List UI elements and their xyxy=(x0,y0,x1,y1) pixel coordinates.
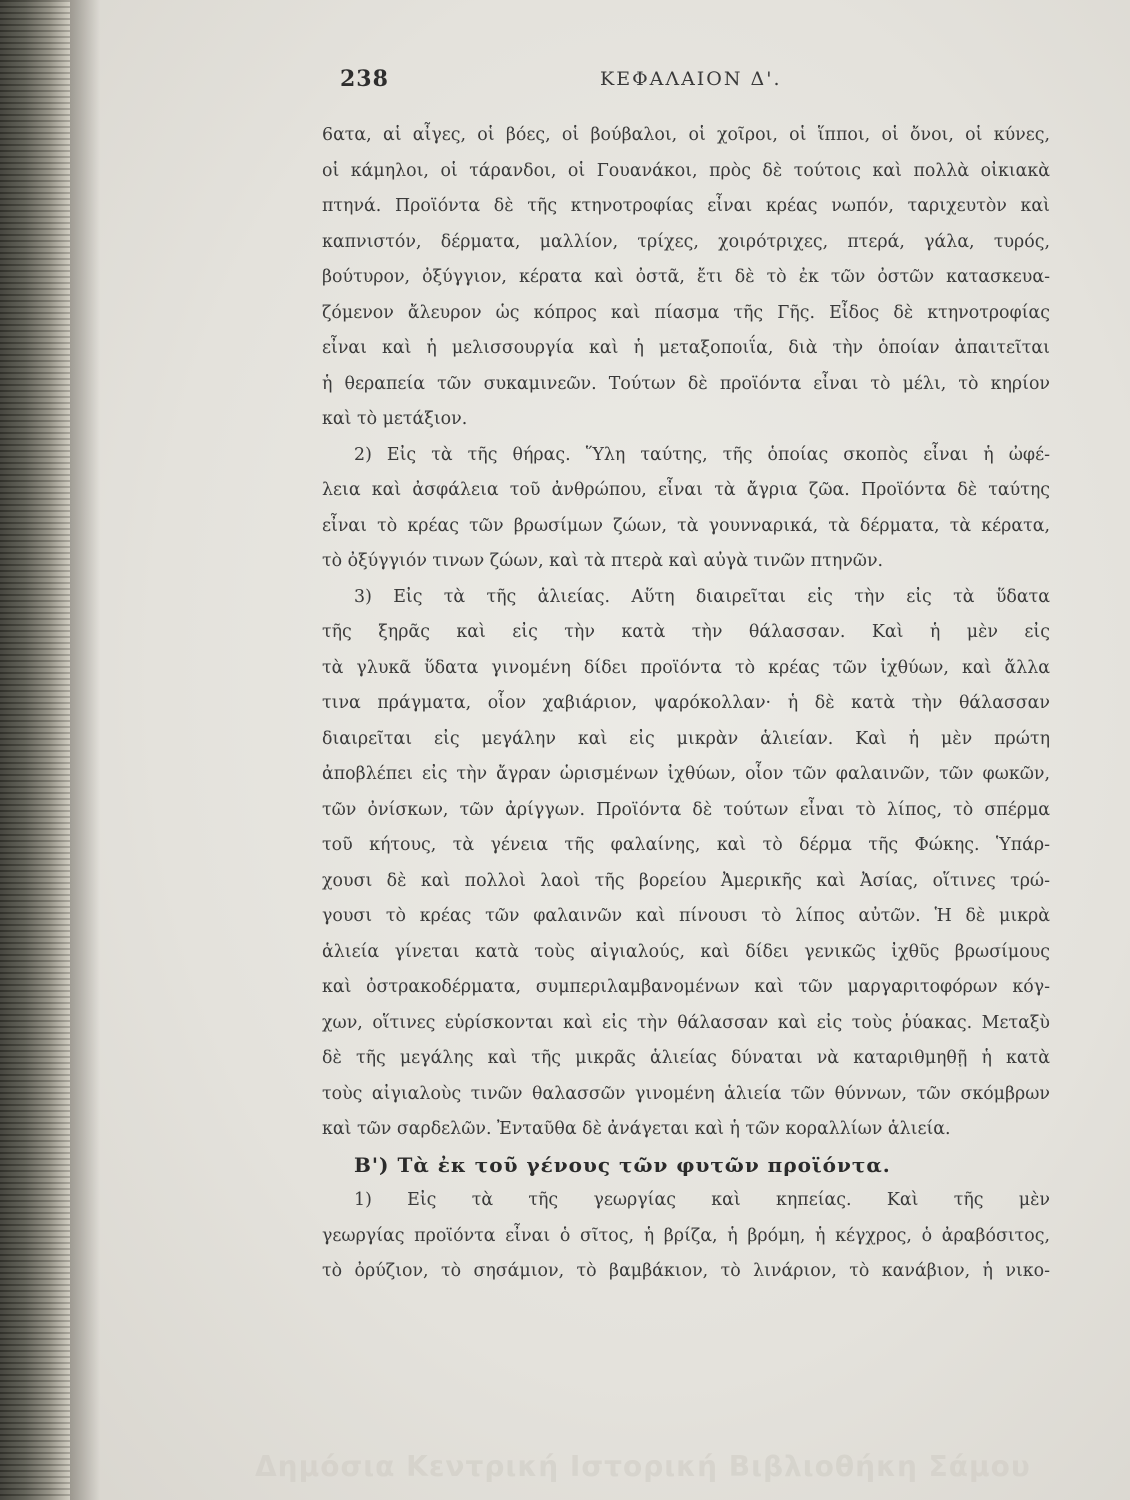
section-line-3: 3) Εἰς τὰ τῆς ἁλιείας. Αὕτη διαιρεῖται εἰς τὴν εἰς τὰ ὕδατα xyxy=(354,586,1050,607)
text-line: πτηνά. Προϊόντα δὲ τῆς κτηνοτροφίας εἶναι κρέας νωπόν, ταριχευτὸν καὶ xyxy=(322,196,1050,216)
text-line: τὸ ὀξύγγιόν τινων ζώων, καὶ τὰ πτερὰ καὶ αὐγὰ τινῶν πτηνῶν. xyxy=(322,551,884,571)
text-line: βούτυρον, ὀξύγγιον, κέρατα καὶ ὀστᾶ, ἔτι δὲ τὸ ἐκ τῶν ὀστῶν κατασκευα- xyxy=(322,267,1050,287)
text-line: χων, οἵτινες εὑρίσκονται καὶ εἰς τὴν θάλασσαν καὶ εἰς τοὺς ῥύακας. Μεταξὺ xyxy=(322,1012,1050,1033)
text-line: ζόμενον ἄλευρον ὡς κόπρος καὶ πίασμα τῆς Γῆς. Εἶδος δὲ κτηνοτροφίας xyxy=(322,302,1050,323)
text-line: τὰ γλυκᾶ ὕδατα γινομένη δίδει προϊόντα τὸ κρέας τῶν ἰχθύων, καὶ ἄλλα xyxy=(322,657,1050,678)
library-watermark: Δημόσια Κεντρική Ιστορική Βιβλιοθήκη Σάμου xyxy=(255,1450,1031,1483)
text-line: τῆς ξηρᾶς καὶ εἰς τὴν κατὰ τὴν θάλασσαν. Καὶ ἡ μὲν εἰς xyxy=(322,622,1050,642)
text-line: 6ατα, αἱ αἶγες, οἱ βόες, οἱ βούβαλοι, οἱ χοῖροι, οἱ ἵπποι, οἱ ὄνοι, οἱ κύνες, xyxy=(322,125,1050,145)
text-line: καπνιστόν, δέρματα, μαλλίον, τρίχες, χοιρότριχες, πτερά, γάλα, τυρός, xyxy=(322,231,1050,252)
text-line: εἶναι τὸ κρέας τῶν βρωσίμων ζώων, τὰ γουνναρικά, τὰ δέρματα, τὰ κέρατα, xyxy=(322,515,1050,536)
page-number: 238 xyxy=(340,66,389,92)
text-line: εἶναι καὶ ἡ μελισσουργία καὶ ἡ μεταξοποιΐα, διὰ τὴν ὁποίαν ἀπαιτεῖται xyxy=(322,338,1050,358)
section-line-2: 2) Εἰς τὰ τῆς θήρας. Ὕλη ταύτης, τῆς ὁποίας σκοπὸς εἶναι ἡ ὠφέ- xyxy=(354,444,1050,465)
body-text xyxy=(322,118,1050,1290)
section-line-1: 1) Εἰς τὰ τῆς γεωργίας καὶ κηπείας. Καὶ τῆς μὲν xyxy=(354,1190,1050,1210)
text-line: ἀποβλέπει εἰς τὴν ἄγραν ὡρισμένων ἰχθύων, οἷον τῶν φαλαινῶν, τῶν φωκῶν, xyxy=(322,764,1050,784)
text-line: δὲ τῆς μεγάλης καὶ τῆς μικρᾶς ἁλιείας δύναται νὰ καταριθμηθῇ ἡ κατὰ xyxy=(322,1048,1050,1068)
text-line: χουσι δὲ καὶ πολλοὶ λαοὶ τῆς βορείου Ἀμερικῆς καὶ Ἀσίας, οἵτινες τρώ- xyxy=(322,870,1050,891)
text-line: καὶ τῶν σαρδελῶν. Ἐνταῦθα δὲ ἀνάγεται καὶ ἡ τῶν κοραλλίων ἁλιεία. xyxy=(322,1119,951,1139)
text-line: τινα πράγματα, οἷον χαβιάριον, ψαρόκολλαν· ἡ δὲ κατὰ τὴν θάλασσαν xyxy=(322,693,1050,713)
text-line: τοὺς αἰγιαλοὺς τινῶν θαλασσῶν γινομένη ἁλιεία τῶν θύννων, τῶν σκόμβρων xyxy=(322,1083,1050,1104)
text-line: οἱ κάμηλοι, οἱ τάρανδοι, οἱ Γουανάκοι, πρὸς δὲ τούτοις καὶ πολλὰ οἰκιακὰ xyxy=(322,160,1050,181)
text-line: καὶ ὀστρακοδέρματα, συμπεριλαμβανομένων καὶ τῶν μαργαριτοφόρων κόγ- xyxy=(322,977,1050,997)
page-header xyxy=(340,66,1040,106)
text-line: τὸ ὀρύζιον, τὸ σησάμιον, τὸ βαμβάκιον, τὸ λινάριον, τὸ κανάβιον, ἡ νικο- xyxy=(322,1261,1050,1281)
text-line: τοῦ κήτους, τὰ γένεια τῆς φαλαίνης, καὶ τὸ δέρμα τῆς Φώκης. Ὑπάρ- xyxy=(322,835,1050,855)
book-binding-edge xyxy=(0,0,70,1500)
text-line: καὶ τὸ μετάξιον. xyxy=(322,409,468,429)
running-head: ΚΕΦΑΛΑΙΟΝ Δ'. xyxy=(600,68,782,90)
text-line: γεωργίας προϊόντα εἶναι ὁ σῖτος, ἡ βρίζα, ἡ βρόμη, ἡ κέγχρος, ὁ ἀραβόσιτος, xyxy=(322,1225,1050,1246)
section-heading-b: Β') Τὰ ἐκ τοῦ γένους τῶν φυτῶν προϊόντα. xyxy=(354,1152,891,1177)
text-line: τῶν ὀνίσκων, τῶν ἀρίγγων. Προϊόντα δὲ τούτων εἶναι τὸ λίπος, τὸ σπέρμα xyxy=(322,799,1050,820)
text-line: γουσι τὸ κρέας τῶν φαλαινῶν καὶ πίνουσι τὸ λίπος αὐτῶν. Ἡ δὲ μικρὰ xyxy=(322,906,1050,926)
text-line: λεια καὶ ἀσφάλεια τοῦ ἀνθρώπου, εἶναι τὰ ἄγρια ζῶα. Προϊόντα δὲ ταύτης xyxy=(322,480,1050,500)
page-gutter-shadow xyxy=(70,0,100,1500)
text-line: διαιρεῖται εἰς μεγάλην καὶ εἰς μικρὰν ἁλιείαν. Καὶ ἡ μὲν πρώτη xyxy=(322,728,1050,749)
text-line: ἡ θεραπεία τῶν συκαμινεῶν. Τούτων δὲ προϊόντα εἶναι τὸ μέλι, τὸ κηρίον xyxy=(322,373,1050,394)
text-line: ἁλιεία γίνεται κατὰ τοὺς αἰγιαλούς, καὶ δίδει γενικῶς ἰχθῦς βρωσίμους xyxy=(322,941,1050,962)
